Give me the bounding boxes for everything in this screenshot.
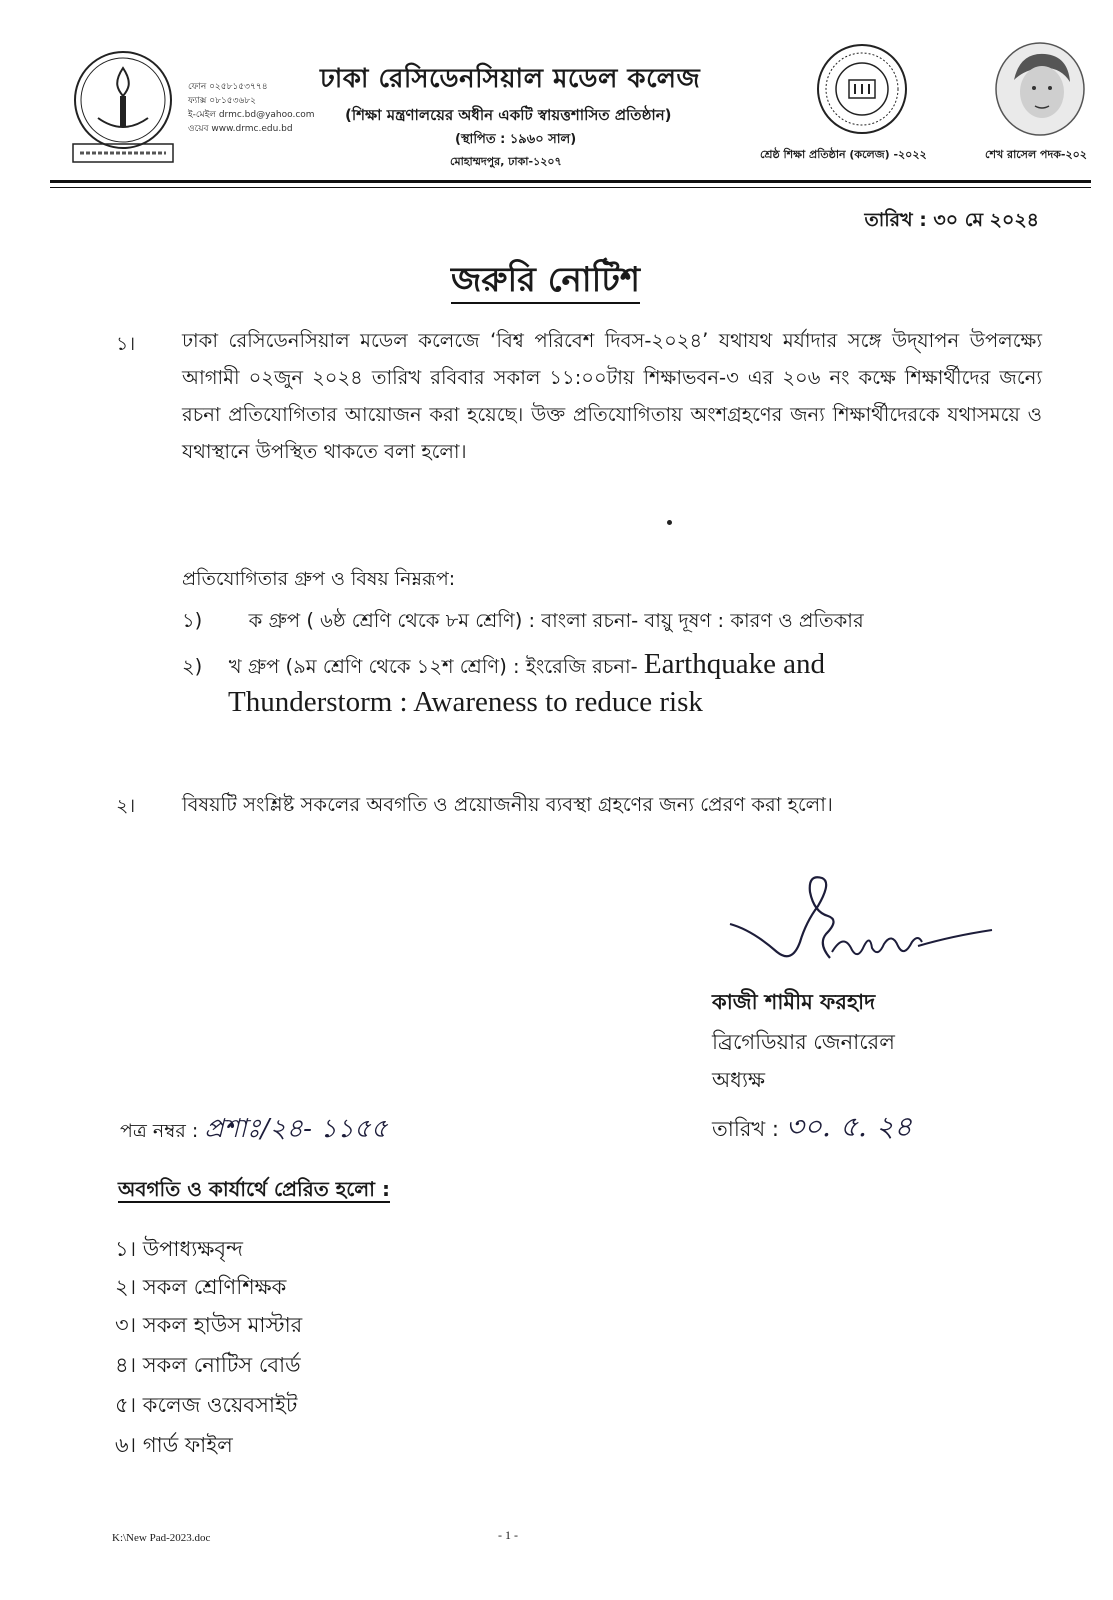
notice-date: তারিখ : ৩০ মে ২০২৪ [864,209,1039,231]
recipient-item: ২। সকল শ্রেণিশিক্ষক [115,1275,287,1299]
recipient-item: ১। উপাধ্যক্ষবৃন্দ [115,1237,243,1261]
fax-text: ফ্যাক্স ০৮১৫৩৬৮২ [188,96,257,106]
email-text: ই-মেইল drmc.bd@yahoo.com [188,110,315,120]
seal-caption: শ্রেষ্ঠ শিক্ষা প্রতিষ্ঠান (কলেজ) -২০২২ [760,148,927,161]
phone-text: ফোন ০২৫৮১৫৩৭৭৪ [188,82,268,92]
header-rule-thin [50,187,1091,188]
topic-item-2-english: Earthquake and [643,648,826,680]
topic-item-2-english-cont: Thunderstorm : Awareness to reduce risk [228,686,703,718]
signatory-date [712,1105,912,1152]
college-address: মোহাম্মদপুর, ঢাকা-১২০৭ [450,155,562,168]
signatory-post: অধ্যক্ষ [712,1068,766,1092]
reference-label: পত্র নম্বর : [120,1120,199,1142]
contact-info [188,80,315,136]
forwarded-heading-text: অবগতি ও কার্যার্থে প্রেরিত হলো : [118,1177,390,1201]
college-logo [68,48,178,168]
signatory-rank: ব্রিগেডিয়ার জেনারেল [712,1030,895,1054]
file-path: K:\New Pad-2023.doc [112,1532,211,1544]
signatory-date-value: ৩০. ৫. ২৪ [785,1110,913,1143]
award-seal-icon [815,42,910,137]
para2-text: বিষয়টি সংশ্লিষ্ট সকলের অবগতি ও প্রয়োজনীয় ব্যবস্থা গ্রহণের জন্য প্রেরণ করা হলো। [182,793,833,816]
recipient-item: ৪। সকল নোটিস বোর্ড [115,1353,301,1377]
para1-number: ১। [116,333,136,355]
notice-heading-text: জরুরি নোটিশ [451,260,640,304]
portrait-caption: শেখ রাসেল পদক-২০২ [985,148,1087,161]
signatory-name: কাজী শামীম ফরহাদ [712,990,876,1014]
topic-item-1-text: ক গ্রুপ ( ৬ষ্ঠ শ্রেণি থেকে ৮ম শ্রেণি) : বাংলা রচনা- বায়ু দূষণ : কারণ ও প্রতিকার [248,609,864,632]
college-name: ঢাকা রেসিডেনসিয়াল মডেল কলেজ [320,64,701,94]
header-rule-thick [50,180,1091,183]
website-text: ওয়েব www.drmc.edu.bd [188,124,293,134]
para2-number: ২। [116,795,136,817]
established-year: (স্থাপিত : ১৯৬০ সাল) [455,132,577,147]
portrait-image [990,40,1091,138]
recipient-item: ৩। সকল হাউস মাস্টার [115,1313,303,1337]
topic-item-1-number: ১) [182,609,203,632]
topic-item-1 [182,607,864,639]
reference-number [120,1108,388,1152]
stray-mark [667,520,672,525]
recipient-item: ৫। কলেজ ওয়েবসাইট [115,1393,298,1417]
notice-heading [0,254,1091,311]
signatory-date-label: তারিখ : [712,1117,779,1141]
para1-text: ঢাকা রেসিডেনসিয়াল মডেল কলেজে ‘বিশ্ব পরিবেশ দিবস-২০২৪’ যথাযথ মর্যাদার সঙ্গে উদ্‌যাপন উপলক্ষ্যে আগামী ০২জুন ২০২৪ তারিখ রবিবার সকাল ১১:০০টায় শিক্ষাভবন-৩ এর ২০৬ নং কক্ষে শিক্ষার্থীদের জন্যে রচনা প্রতিযোগিতার আয়োজন করা হয়েছে। উক্ত প্রতিযোগিতায় অংশগ্রহণের জন্য শিক্ষার্থীদেরকে যথাসময়ে ও যথাস্থানে উপস্থিত থাকতে বলা হলো। [182,329,1042,463]
topic-item-2 [182,648,825,685]
principal-signature [722,872,1002,972]
topic-item-2-number: ২) [182,655,203,678]
page-number: - 1 - [498,1528,518,1542]
topic-item-2-text: খ গ্রুপ (৯ম শ্রেণি থেকে ১২শ শ্রেণি) : ইংরেজি রচনা- [228,655,644,678]
forwarded-heading [118,1175,390,1208]
college-subtitle: (শিক্ষা মন্ত্রণালয়ের অধীন একটি স্বায়ত্তশাসিত প্রতিষ্ঠান) [345,106,672,124]
recipient-item: ৬। গার্ড ফাইল [115,1433,233,1457]
reference-value: প্রশাঃ/২৪- ১১৫৫ [204,1114,388,1144]
topics-heading: প্রতিযোগিতার গ্রুপ ও বিষয় নিম্নরূপ: [182,568,456,590]
